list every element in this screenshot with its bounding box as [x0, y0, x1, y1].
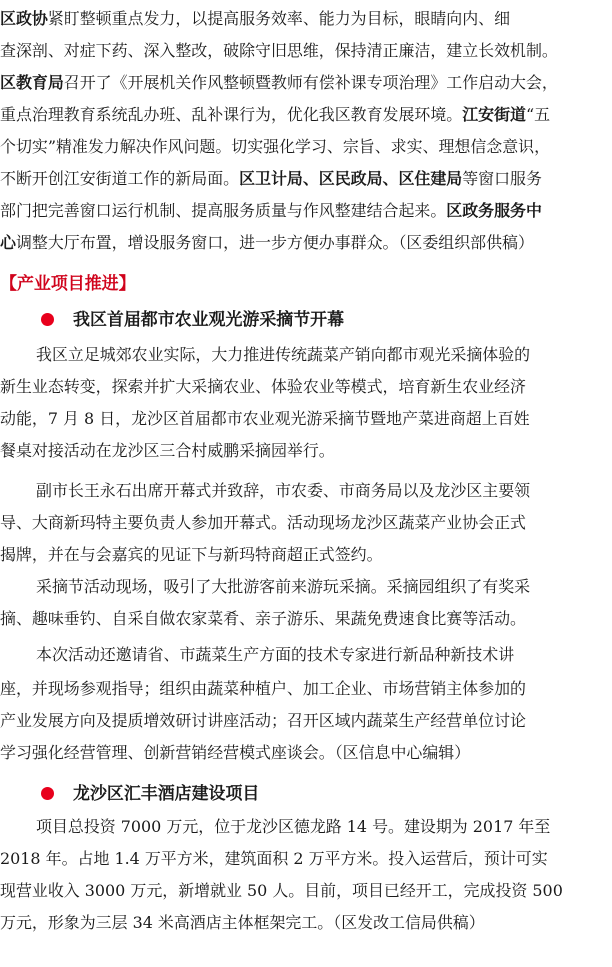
article-heading: 龙沙区汇丰酒店建设项目	[73, 783, 260, 803]
article-line: 学习强化经营管理、创新营销经营模式座谈会。（区信息中心编辑）	[0, 743, 471, 762]
article-line: 导、大商新玛特主要负责人参加开幕式。活动现场龙沙区蔬菜产业协会正式	[0, 513, 526, 532]
article-line: 动能，7 月 8 日，龙沙区首届都市农业观光游采摘节暨地产菜进商超上百姓	[0, 409, 530, 428]
paragraph-line	[0, 200, 612, 222]
red-bullet-icon	[41, 313, 54, 326]
article-line: 2018 年。占地 1.4 万平方米，建筑面积 2 万平方米。投入运营后，预计可实	[0, 849, 548, 868]
text-run: 不断开创江安街道工作的新局面。	[0, 169, 240, 188]
paragraph-line	[0, 72, 612, 94]
article-line: 我区立足城郊农业实际，大力推进传统蔬菜产销向都市观光采摘体验的	[36, 345, 531, 364]
article-line: 产业发展方向及提质增效研讨讲座活动；召开区域内蔬菜生产经营单位讨论	[0, 711, 526, 730]
article-line: 现营业收入 3000 万元，新增就业 50 人。目前，项目已经开工，完成投资 500	[0, 881, 563, 900]
org-name-bold: 江安街道	[462, 105, 526, 124]
article-line: 揭牌，并在与会嘉宾的见证下与新玛特商超正式签约。	[0, 545, 383, 564]
paragraph-line: 个切实”精准发力解决作风问题。切实强化学习、宗旨、求实、理想信念意识，	[0, 137, 551, 156]
text-run: 紧盯整顿重点发力，以提高服务效率、能力为目标，眼睛向内、细	[47, 9, 511, 28]
article-line: 摘、趣味垂钓、自采自做农家菜肴、亲子游乐、果蔬免费速食比赛等活动。	[0, 609, 526, 628]
paragraph-line	[0, 104, 612, 126]
section-title: 【产业项目推进】	[0, 273, 136, 293]
article-line: 新生业态转变，探索并扩大采摘农业、体验农业等模式，培育新生农业经济	[0, 377, 526, 396]
text-run: 调整大厅布置，增设服务窗口，进一步方便办事群众。（区委组织部供稿）	[15, 233, 534, 252]
article-line: 座，并现场参观指导；组织由蔬菜种植户、加工企业、市场营销主体参加的	[0, 679, 526, 698]
org-name-bold: 区教育局	[0, 73, 64, 92]
org-name-bold: 区政务服务中	[446, 201, 542, 220]
article-line: 采摘节活动现场，吸引了大批游客前来游玩采摘。采摘园组织了有奖采	[36, 577, 531, 596]
red-bullet-icon	[41, 787, 54, 800]
article-line: 万元，形象为三层 34 米高酒店主体框架完工。（区发改工信局供稿）	[0, 913, 485, 932]
paragraph-line	[0, 8, 612, 30]
article-line: 副市长王永石出席开幕式并致辞，市农委、市商务局以及龙沙区主要领	[36, 481, 531, 500]
article-line: 本次活动还邀请省、市蔬菜生产方面的技术专家进行新品种新技术讲	[36, 645, 515, 664]
text-run: “五	[525, 105, 551, 124]
text-run: 等窗口服务	[462, 169, 542, 188]
org-name-bold: 区卫计局、区民政局、区住建局	[239, 169, 463, 188]
paragraph-line	[0, 168, 612, 190]
org-name-bold: 区政协	[0, 9, 48, 28]
org-name-bold: 心	[0, 233, 16, 252]
article-line: 餐桌对接活动在龙沙区三合村威鹏采摘园举行。	[0, 441, 335, 460]
article-heading: 我区首届都市农业观光游采摘节开幕	[73, 309, 344, 329]
text-run: 重点治理教育系统乱办班、乱补课行为，优化我区教育发展环境。	[0, 105, 463, 124]
paragraph-line: 查深剖、对症下药、深入整改，破除守旧思维，保持清正廉洁，建立长效机制。	[0, 41, 558, 60]
text-run: 召开了《开展机关作风整顿暨教师有偿补课专项治理》工作启动大会，	[63, 73, 558, 92]
paragraph-line	[0, 232, 612, 254]
text-run: 部门把完善窗口运行机制、提高服务质量与作风整建结合起来。	[0, 201, 447, 220]
article-line: 项目总投资 7000 万元，位于龙沙区德龙路 14 号。建设期为 2017 年至	[36, 817, 551, 836]
